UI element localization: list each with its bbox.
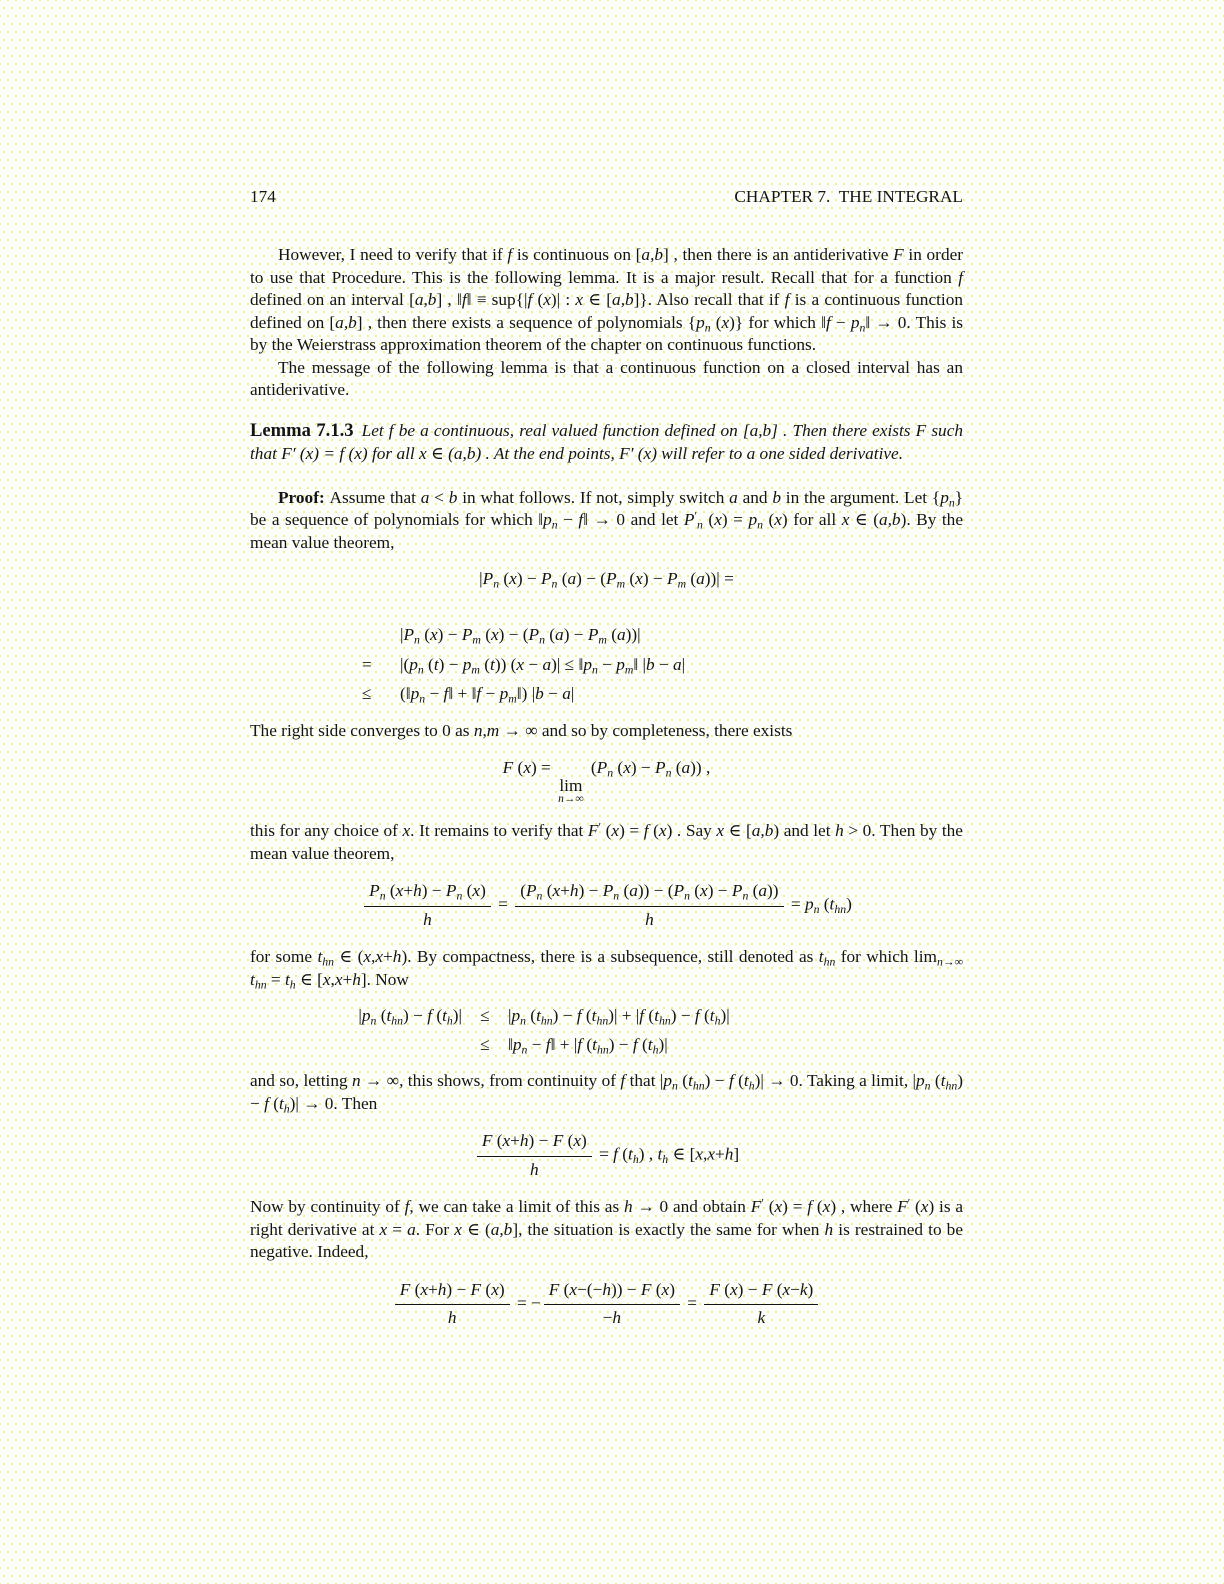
equation-triangle-inequality — [250, 1005, 963, 1056]
equation-F-definition: F (x) = lim n→∞ ($P_n$ $(x) - P_n$ (a)) , — [502, 758, 711, 805]
relation-symbol: ≤ — [480, 1006, 490, 1026]
equation-negative-h: $\frac{F (x+h) - F (x)}{h}$ = − $\frac{F (x-(-h)) - F (x)}{-h}$ = $\frac{F (x) - F (x-k)}{k}$ — [250, 1279, 963, 1330]
chapter-title: CHAPTER 7. THE INTEGRAL — [734, 187, 963, 206]
paragraph-converges: The right side converges to 0 as n,m → ∞ and so by completeness, there exists — [250, 720, 793, 740]
textbook-page — [250, 186, 963, 1345]
equation-rhs: $|p_n$ $(t_{hn}) - f$ $(t_{hn})| + |f$ $(t_{hn}) - f$ $(t_h)|$ — [508, 1006, 730, 1028]
paragraph-intro: However, I need to verify that if f is continuous on [a,b] , then there is an antiderivative F in order to use that Procedure. This is the following lemma. It is a major result. Recall that for a function f defined on an interval [a,b] , ‖f‖ ≡ sup{|f (x)| : x ∈ [a,b]}. Also recall that if f is a continuous function defined on [a,b] , then there exists a sequence of polynomials {$p_n$ (x)} for which ‖f − $p_n‖ \to 0$. This is by the Weierstrass approximation theorem of the chapter on continuous functions. — [250, 245, 964, 355]
equation-array-estimate — [362, 624, 963, 705]
lemma-body: Let f be a continuous, real valued function defined on [a,b] . Then there exists F such that F′ (x) = f (x) for all x ∈ (a,b) . At the end points, F′ (x) will refer to a one sided derivative. — [250, 420, 964, 464]
paragraph-message: The message of the following lemma is that a continuous function on a closed interval has an antiderivative. — [250, 357, 963, 400]
lemma-label: Lemma 7.1.3 — [250, 419, 354, 441]
equation-mvt-lhs: $|P_n$ $(x) - P_n$ $(a) - (P_m$ $(x) - P_m$ (a))| = — [479, 568, 734, 591]
page-number: 174 — [250, 187, 276, 206]
page-header — [250, 186, 963, 208]
paragraph-continuity: Now by continuity of f, we can take a limit of this as h → 0 and obtain F′ (x) = f (x) , where F′ (x) is a right derivative at x = a. For x ∈ (a,b], the situation is exactly the same for when h is restrained to be negative. Indeed, — [250, 1196, 964, 1262]
lemma-7-1-3 — [250, 419, 963, 466]
equation-expression: ($‖p_n$ − f‖ + ‖f − $p_m‖$) |b − a| — [400, 684, 575, 706]
equation-row — [250, 1034, 963, 1056]
equation-expression: $|(p_n$ $(t) - p_m$ (t)) $(x - a)| \le ‖p_n$ − $p_m‖$ |b − a| — [400, 654, 686, 677]
relation-symbol: ≤ — [480, 1034, 490, 1054]
equation-rhs: $‖p_n$ − f‖ + |f $(t_{hn}) - f$ $(t_h)|$ — [508, 1034, 668, 1057]
equation-F-quotient: $\frac{F (x+h) - F (x)}{h}$ = f $(t_h)$ , $t_h$ ∈ [x,x+h] — [250, 1130, 963, 1181]
equation-row — [362, 624, 963, 646]
equation-row — [250, 1005, 963, 1027]
relation-symbol: ≤ — [362, 684, 372, 704]
equation-row — [362, 683, 963, 705]
equation-expression: $|P_n$ $(x) - P_m$ $(x) - (P_n$ $(a) - P_m$ (a))| — [400, 625, 641, 647]
equation-difference-quotient: $\frac{P_n (x+h) - P_n (x)}{h}$ = $\frac{(P_n (x+h) - P_n (a)) - (P_n (x) - P_n (a))}{h}$ = $p_n$ $(t_{hn})$ — [250, 880, 963, 931]
equation-lhs: $|p_n$ $(t_{hn}) - f$ $(t_h)|$ — [358, 1006, 462, 1028]
paragraph-compactness: for some $t_{hn}$ ∈ (x,x+h). By compactness, there is a subsequence, still denoted as $t_{hn}$ for which $\lim_{n\to\infty} t_{hn} = t_h$ ∈ [x,x+h]. Now — [250, 947, 963, 992]
equation-row — [362, 654, 963, 676]
relation-symbol: = — [362, 654, 372, 674]
paragraph-limit: and so, letting n → ∞, this shows, from continuity of f that $|p_n$ $(t_{hn}) - f$ $(t_h)| \to 0$. Taking a limit, $|p_n$ $(t_{hn}) - f$ $(t_h)| \to 0$. Then — [250, 1071, 964, 1116]
paragraph-choice-of-x: this for any choice of x. It remains to verify that F′ (x) = f (x) . Say x ∈ [a,b) and let h > 0. Then by the mean value theorem, — [250, 821, 963, 863]
proof-paragraph: Proof: Assume that a < b in what follows. If not, simply switch a and b in the argument. Let $\{p_n\}$ be a sequence of polynomials for which $‖p_n$ − f‖ → 0 and let $P'_n$ $(x) = p_n$ (x) for all x ∈ (a,b). By the mean value theorem, — [250, 487, 964, 552]
